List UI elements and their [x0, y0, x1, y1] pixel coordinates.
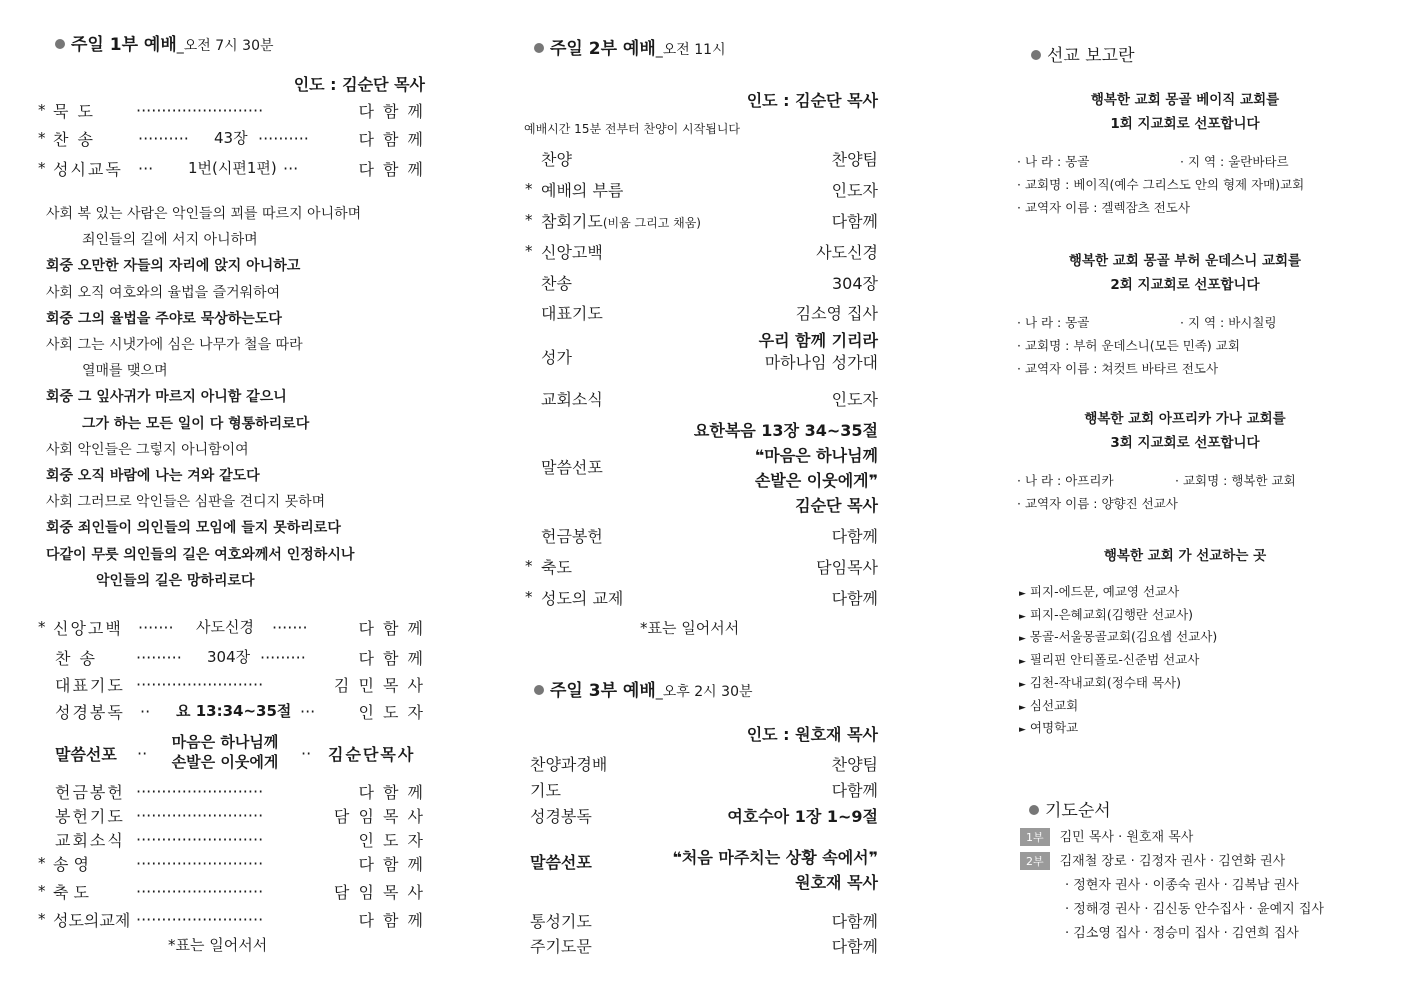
row-label: 성도의 교제 [541, 589, 624, 608]
row-item: 43장 [214, 129, 248, 147]
row-label: 헌금봉헌 [541, 527, 603, 546]
reading-line: 회중 그 잎사귀가 마르지 아니함 같으니 [46, 389, 287, 406]
row-right: 다 함 께 [358, 102, 425, 121]
row-right: 사도신경 [816, 243, 878, 262]
mission-block-subheading: 3회 지교회로 선포합니다 [1110, 435, 1260, 451]
leader-dots: ························· [136, 782, 264, 801]
row-label: 찬 송 [55, 649, 97, 668]
row-item: 304장 [207, 648, 251, 666]
service2-heading [534, 34, 726, 59]
row-right: 담임목사 [816, 558, 878, 577]
row-right: 다함께 [831, 937, 878, 956]
row-right: 다 함 께 [358, 855, 425, 874]
support-item [1019, 605, 1193, 623]
mission-info-line: · 교역자 이름 : 겔렉잠츠 전도사 [1017, 200, 1190, 215]
reading-line: 회중 죄인들이 의인들의 모임에 들지 못하리로다 [46, 520, 341, 537]
sermon-title-line1: ❝마음은 하나님께 [754, 446, 878, 465]
row-label: 대표기도 [541, 304, 603, 323]
row-right: 담 임 목 사 [333, 807, 425, 826]
row-right: 304장 [832, 274, 878, 293]
leader-dots: ·········· [258, 129, 309, 148]
mission-info-line: · 지 역 : 바시칠링 [1180, 315, 1277, 330]
leader-dots: ·· [301, 744, 312, 763]
prayer-heading [1029, 796, 1111, 821]
row-right: 다함께 [831, 912, 878, 931]
row-right: 인 도 자 [358, 831, 425, 850]
row-right: 다 함 께 [358, 783, 425, 802]
row-label: 기도 [530, 781, 561, 800]
service1-title: 주일 1부 예배 [71, 35, 177, 55]
mission-block-heading: 행복한 교회 몽골 부허 운데스니 교회를 [1068, 253, 1302, 269]
leader-dots: ························· [136, 830, 264, 849]
mission-block-heading: 행복한 교회 아프리카 가나 교회를 [1084, 411, 1286, 427]
service2-title: 주일 2부 예배 [550, 39, 656, 59]
reading-line: 회중 오직 바람에 나는 겨와 같도다 [46, 468, 260, 484]
standing-footnote: *표는 일어서서 [640, 619, 740, 637]
mission-info-line: · 지 역 : 울란바타르 [1180, 154, 1289, 169]
leader-dots: ·· [137, 744, 148, 763]
support-item-text: 여명학교 [1029, 720, 1079, 736]
prayer-line-5: · 김소영 집사 · 정승미 집사 · 김연희 집사 [1065, 926, 1299, 941]
reading-line: 사회 그러므로 악인들은 심판을 견디지 못하며 [46, 494, 326, 511]
support-item [1019, 718, 1078, 736]
service3-leader: 인도 : 원호재 목사 [746, 725, 878, 744]
leader-dots: ······· [272, 618, 308, 637]
prayer-line-1 [1020, 826, 1193, 846]
mission-info-line: · 교회명 : 행복한 교회 [1175, 473, 1296, 488]
mission-info-line: · 나 라 : 아프리카 [1017, 473, 1114, 488]
row-label: 찬양과경배 [530, 755, 608, 774]
bullet-icon [1031, 50, 1041, 60]
row-right: 찬양팀 [831, 150, 878, 169]
mission-block-subheading: 1회 지교회로 선포합니다 [1110, 116, 1260, 132]
standing-footnote: *표는 일어서서 [168, 936, 268, 954]
row-right: 김 민 목 사 [333, 676, 425, 695]
sermon-title [160, 732, 290, 773]
row-item: 1번(시편1편) [188, 159, 277, 177]
leader-dots: ······· [138, 618, 174, 637]
row-label: 찬양 [541, 150, 572, 169]
service3-title: 주일 3부 예배 [550, 681, 656, 701]
row-right: 다 함 께 [358, 619, 425, 638]
row-label: 송 영 [53, 855, 89, 874]
leader-dots: ························· [136, 882, 264, 901]
reading-line: 다같이 무릇 의인들의 길은 여호와께서 인정하시나 [46, 546, 355, 563]
choir-name: 마하나임 성가대 [764, 352, 878, 372]
row-label: 봉헌기도 [55, 807, 125, 826]
leader-dots: ········· [136, 648, 182, 667]
choir-title: 우리 함께 기리라 [758, 331, 878, 350]
support-item [1019, 696, 1078, 714]
star-marker: * [38, 618, 46, 636]
prayer-names: 김재철 장로 · 김정자 권사 · 김연화 권사 [1059, 854, 1286, 869]
support-item [1019, 582, 1179, 600]
reading-line: 회중 오만한 자들의 자리에 앉지 아니하고 [46, 258, 301, 275]
row-label: 통성기도 [530, 912, 592, 931]
leader-dots: ·········· [138, 129, 189, 148]
mission-info-line: · 교회명 : 베이직(예수 그리스도 안의 형제 자매)교회 [1017, 177, 1305, 192]
arrow-icon: ► [1019, 657, 1026, 668]
leader-dots: ························· [136, 675, 264, 694]
row-right: 인도자 [831, 181, 878, 200]
sermon-info [620, 845, 878, 895]
leader-dots: ························· [136, 854, 264, 873]
sermon-label: 말씀선포 [530, 853, 592, 872]
support-item-text: 몽골-서울몽골교회(김요셉 선교사) [1029, 629, 1218, 645]
sermon-title-line2: 손발은 이웃에게 [171, 753, 279, 772]
leader-dots: ························· [136, 101, 264, 120]
leader-dots: ························· [136, 910, 264, 929]
star-marker: * [38, 854, 46, 872]
sermon-title-line2: 손발은 이웃에게❞ [754, 471, 878, 490]
row-right: 다함께 [831, 781, 878, 800]
row-right: 다함께 [831, 212, 878, 231]
prayer-tag: 1부 [1020, 828, 1050, 846]
leader-dots: ··· [138, 159, 154, 178]
support-item-text: 김천-작내교회(정수태 목사) [1029, 674, 1181, 690]
bullet-icon [534, 685, 544, 695]
support-item-text: 피지-에드문, 예교영 선교사 [1029, 584, 1180, 599]
leader-dots: ·· [140, 702, 151, 721]
star-marker: * [38, 129, 46, 147]
star-marker: * [38, 159, 46, 177]
mission-block-subheading: 2회 지교회로 선포합니다 [1110, 277, 1260, 293]
reading-line: 그가 하는 모든 일이 다 형통하리로다 [82, 415, 310, 432]
service3-heading [534, 676, 753, 701]
row-right: 다 함 께 [358, 649, 425, 668]
bullet-icon [534, 43, 544, 53]
row-item: 요 13:34~35절 [176, 702, 292, 720]
mission-info-line: · 교역자 이름 : 쳐컷트 바타르 전도사 [1017, 361, 1219, 376]
support-item-text: 피지-은혜교회(김행란 선교사) [1029, 606, 1194, 622]
row-label: 성경봉독 [55, 703, 125, 722]
service2-note: 예배시간 15분 전부터 찬양이 시작됩니다 [524, 122, 741, 136]
bullet-icon [1029, 805, 1039, 815]
row-right: 여호수아 1장 1~9절 [727, 807, 878, 826]
leader-dots: ··· [283, 159, 299, 178]
arrow-icon: ► [1019, 611, 1026, 622]
leader-dots: ········· [260, 648, 306, 667]
row-label-note: (비움 그리고 채움) [602, 216, 701, 230]
row-label: 헌금봉헌 [55, 783, 125, 802]
row-right: 김소영 집사 [795, 304, 878, 323]
prayer-line-3: · 정현자 권사 · 이종숙 권사 · 김복남 권사 [1065, 878, 1299, 893]
reading-line: 사회 악인들은 그렇지 아니함이여 [46, 441, 249, 458]
mission-info-line: · 교회명 : 부허 운데스니(모든 민족) 교회 [1017, 338, 1240, 353]
support-item-text: 필리핀 안티폴로-신준범 선교사 [1029, 652, 1200, 668]
sermon-preacher: 김순단 목사 [795, 496, 878, 515]
sermon-preacher: 김순단목사 [328, 745, 416, 764]
star-marker: * [525, 180, 533, 198]
row-label: 성경봉독 [530, 807, 592, 826]
row-right: 다 함 께 [358, 130, 425, 149]
sermon-passage: 요한복음 13장 34~35절 [693, 421, 878, 440]
service2-time: _오전 11시 [655, 42, 726, 58]
reading-line: 사회 오직 여호와의 율법을 즐거워하여 [46, 284, 281, 301]
row-label: 묵 도 [53, 102, 95, 121]
service2-leader: 인도 : 김순단 목사 [746, 91, 878, 110]
row-label: 축도 [541, 558, 572, 577]
row-label: 주기도문 [530, 937, 592, 956]
star-marker: * [38, 910, 46, 928]
sermon-label: 말씀선포 [541, 458, 603, 477]
arrow-icon: ► [1019, 589, 1026, 599]
row-right: 다 함 께 [358, 911, 425, 930]
reading-line: 열매를 맺으며 [82, 363, 168, 380]
support-item [1019, 627, 1217, 645]
arrow-icon: ► [1019, 634, 1026, 645]
service1-sermon-row [55, 733, 425, 782]
arrow-icon: ► [1019, 679, 1026, 690]
reading-line: 사회 그는 시냇가에 심은 나무가 철을 따라 [46, 337, 303, 353]
service1-leader: 인도 : 김순단 목사 [293, 75, 425, 94]
row-label: 성도의교제 [53, 911, 131, 930]
mission-block-heading: 행복한 교회 몽골 베이직 교회를 [1090, 92, 1280, 108]
prayer-tag: 2부 [1020, 852, 1050, 870]
star-marker: * [525, 211, 533, 229]
prayer-line-4: · 정해경 권사 · 김신동 안수집사 · 윤예지 집사 [1065, 902, 1324, 917]
star-marker: * [38, 101, 46, 119]
row-right: 담 임 목 사 [333, 883, 425, 902]
service1-heading [55, 30, 274, 55]
mission-info-line: · 나 라 : 몽골 [1017, 154, 1090, 169]
sermon-preacher: 원호재 목사 [795, 873, 878, 892]
service1-time: _오전 7시 30분 [176, 38, 274, 54]
leader-dots: ··· [300, 702, 316, 721]
mission-info-line: · 교역자 이름 : 양향진 선교사 [1017, 496, 1178, 511]
row-label: 신앙고백 [541, 243, 603, 262]
row-right: 다함께 [831, 527, 878, 546]
star-marker: * [38, 882, 46, 900]
reading-line: 사회 복 있는 사람은 악인들의 꾀를 따르지 아니하며 [46, 206, 362, 222]
reading-line: 악인들의 길은 망하리로다 [96, 572, 255, 589]
support-item [1019, 673, 1181, 691]
sermon-title-line1: 마음은 하나님께 [171, 733, 279, 751]
choir-info [720, 330, 878, 373]
reading-line: 회중 그의 율법을 주야로 묵상하는도다 [46, 310, 282, 327]
support-title: 행복한 교회 가 선교하는 곳 [1103, 548, 1267, 564]
arrow-icon: ► [1019, 702, 1026, 713]
star-marker: * [525, 557, 533, 575]
star-marker: * [525, 242, 533, 260]
reading-line: 죄인들의 길에 서지 아니하며 [82, 232, 258, 249]
row-label: 찬송 [541, 274, 572, 293]
prayer-title: 기도순서 [1045, 801, 1111, 821]
mission-title: 선교 보고란 [1047, 46, 1135, 66]
row-right: 다 함 께 [358, 160, 425, 179]
support-item [1019, 650, 1199, 668]
row-label: 예배의 부름 [541, 181, 624, 200]
prayer-names: 김민 목사 · 원호재 목사 [1059, 830, 1194, 845]
row-right: 인 도 자 [358, 703, 425, 722]
star-marker: * [525, 588, 533, 606]
leader-dots: ························· [136, 806, 264, 825]
row-label: 대표기도 [55, 676, 125, 695]
bullet-icon [55, 39, 65, 49]
news-right: 인도자 [831, 390, 878, 409]
row-label: 참회기도(비움 그리고 채움) [541, 212, 701, 231]
arrow-icon: ► [1019, 725, 1026, 736]
choir-label: 성가 [541, 348, 572, 367]
sermon-title: ❝처음 마주치는 상황 속에서❞ [672, 848, 878, 867]
row-label: 찬 송 [53, 130, 95, 149]
row-label: 성시교독 [53, 160, 123, 179]
row-right: 찬양팀 [831, 755, 878, 774]
news-label: 교회소식 [541, 390, 603, 409]
mission-heading [1031, 41, 1135, 66]
sermon-label: 말씀선포 [55, 745, 117, 764]
prayer-line-2 [1020, 850, 1285, 870]
support-item-text: 심선교회 [1029, 697, 1079, 713]
row-right: 다함께 [831, 589, 878, 608]
row-label: 교회소식 [55, 831, 125, 850]
row-item: 사도신경 [196, 618, 254, 636]
mission-info-line: · 나 라 : 몽골 [1017, 315, 1090, 330]
row-label: 신앙고백 [53, 619, 123, 638]
sermon-info [650, 418, 878, 518]
row-label: 축 도 [53, 883, 89, 902]
service3-time: _오후 2시 30분 [655, 684, 753, 700]
